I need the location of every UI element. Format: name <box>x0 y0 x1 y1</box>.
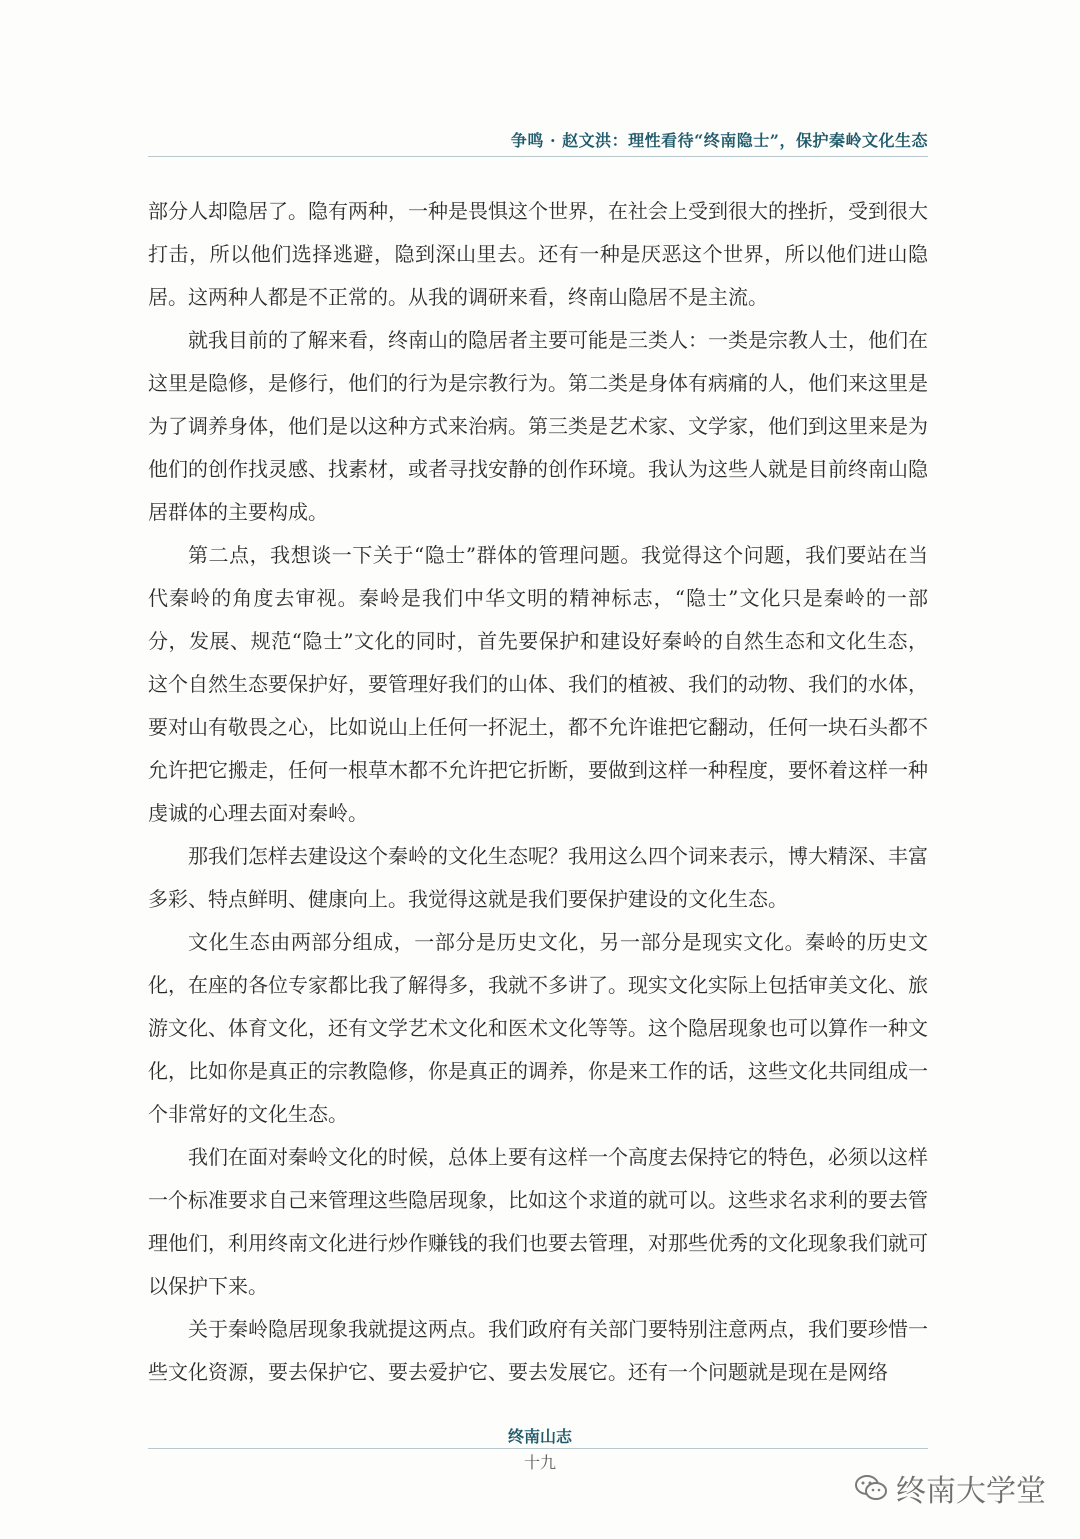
paragraph-2: 就我目前的了解来看，终南山的隐居者主要可能是三类人：一类是宗教人士，他们在这里是隐修，是修行，他们的行为是宗教行为。第二类是身体有病痛的人，他们来这里是为了调养身体，他们是以这种方式来治病。第三类是艺术家、文学家，他们到这里来是为他们的创作找灵感、找素材，或者寻找安静的创作环境。我认为这些人就是目前终南山隐居群体的主要构成。 <box>148 328 928 524</box>
wechat-icon <box>854 1473 888 1503</box>
header-divider <box>148 156 928 157</box>
paragraph-1: 部分人却隐居了。隐有两种，一种是畏惧这个世界，在社会上受到很大的挫折，受到很大打击，所以他们选择逃避，隐到深山里去。还有一种是厌恶这个世界，所以他们进山隐居。这两种人都是不正常的。从我的调研来看，终南山隐居不是主流。 <box>148 199 928 309</box>
paragraph-4: 那我们怎样去建设这个秦岭的文化生态呢？我用这么四个词来表示，博大精深、丰富多彩、特点鲜明、健康向上。我觉得这就是我们要保护建设的文化生态。 <box>148 844 928 911</box>
footer-divider <box>148 1448 928 1449</box>
watermark-text: 终南大学堂 <box>896 1474 1046 1509</box>
article-body <box>148 190 928 1394</box>
paragraph-3: 第二点，我想谈一下关于“隐士”群体的管理问题。我觉得这个问题，我们要站在当代秦岭的角度去审视。秦岭是我们中华文明的精神标志，“隐士”文化只是秦岭的一部分，发展、规范“隐士”文化的同时，首先要保护和建设好秦岭的自然生态和文化生态，这个自然生态要保护好，要管理好我们的山体、我们的植被、我们的动物、我们的水体，要对山有敬畏之心，比如说山上任何一抔泥土，都不允许谁把它翻动，任何一块石头都不允许把它搬走，任何一根草木都不允许把它折断，要做到这样一种程度，要怀着这样一种虔诚的心理去面对秦岭。 <box>148 543 928 825</box>
paragraph-6: 我们在面对秦岭文化的时候，总体上要有这样一个高度去保持它的特色，必须以这样一个标准要求自己来管理这些隐居现象，比如这个求道的就可以。这些求名求利的要去管理他们，利用终南文化进行炒作赚钱的我们也要去管理，对那些优秀的文化现象我们就可以保护下来。 <box>148 1145 928 1298</box>
footer-publication: 终南山志 <box>507 1427 572 1446</box>
paragraph-7: 关于秦岭隐居现象我就提这两点。我们政府有关部门要特别注意两点，我们要珍惜一些文化资源，要去保护它、要去爱护它、要去发展它。还有一个问题就是现在是网络 <box>148 1317 928 1384</box>
running-header: 争鸣 · 赵文洪：理性看待“终南隐士”，保护秦岭文化生态 <box>510 131 928 150</box>
watermark <box>854 1466 1046 1510</box>
page-number: 十九 <box>523 1453 556 1472</box>
paragraph-5: 文化生态由两部分组成，一部分是历史文化，另一部分是现实文化。秦岭的历史文化，在座的各位专家都比我了解得多，我就不多讲了。现实文化实际上包括审美文化、旅游文化、体育文化，还有文学艺术文化和医术文化等等。这个隐居现象也可以算作一种文化，比如你是真正的宗教隐修，你是真正的调养，你是来工作的话，这些文化共同组成一个非常好的文化生态。 <box>148 930 928 1126</box>
